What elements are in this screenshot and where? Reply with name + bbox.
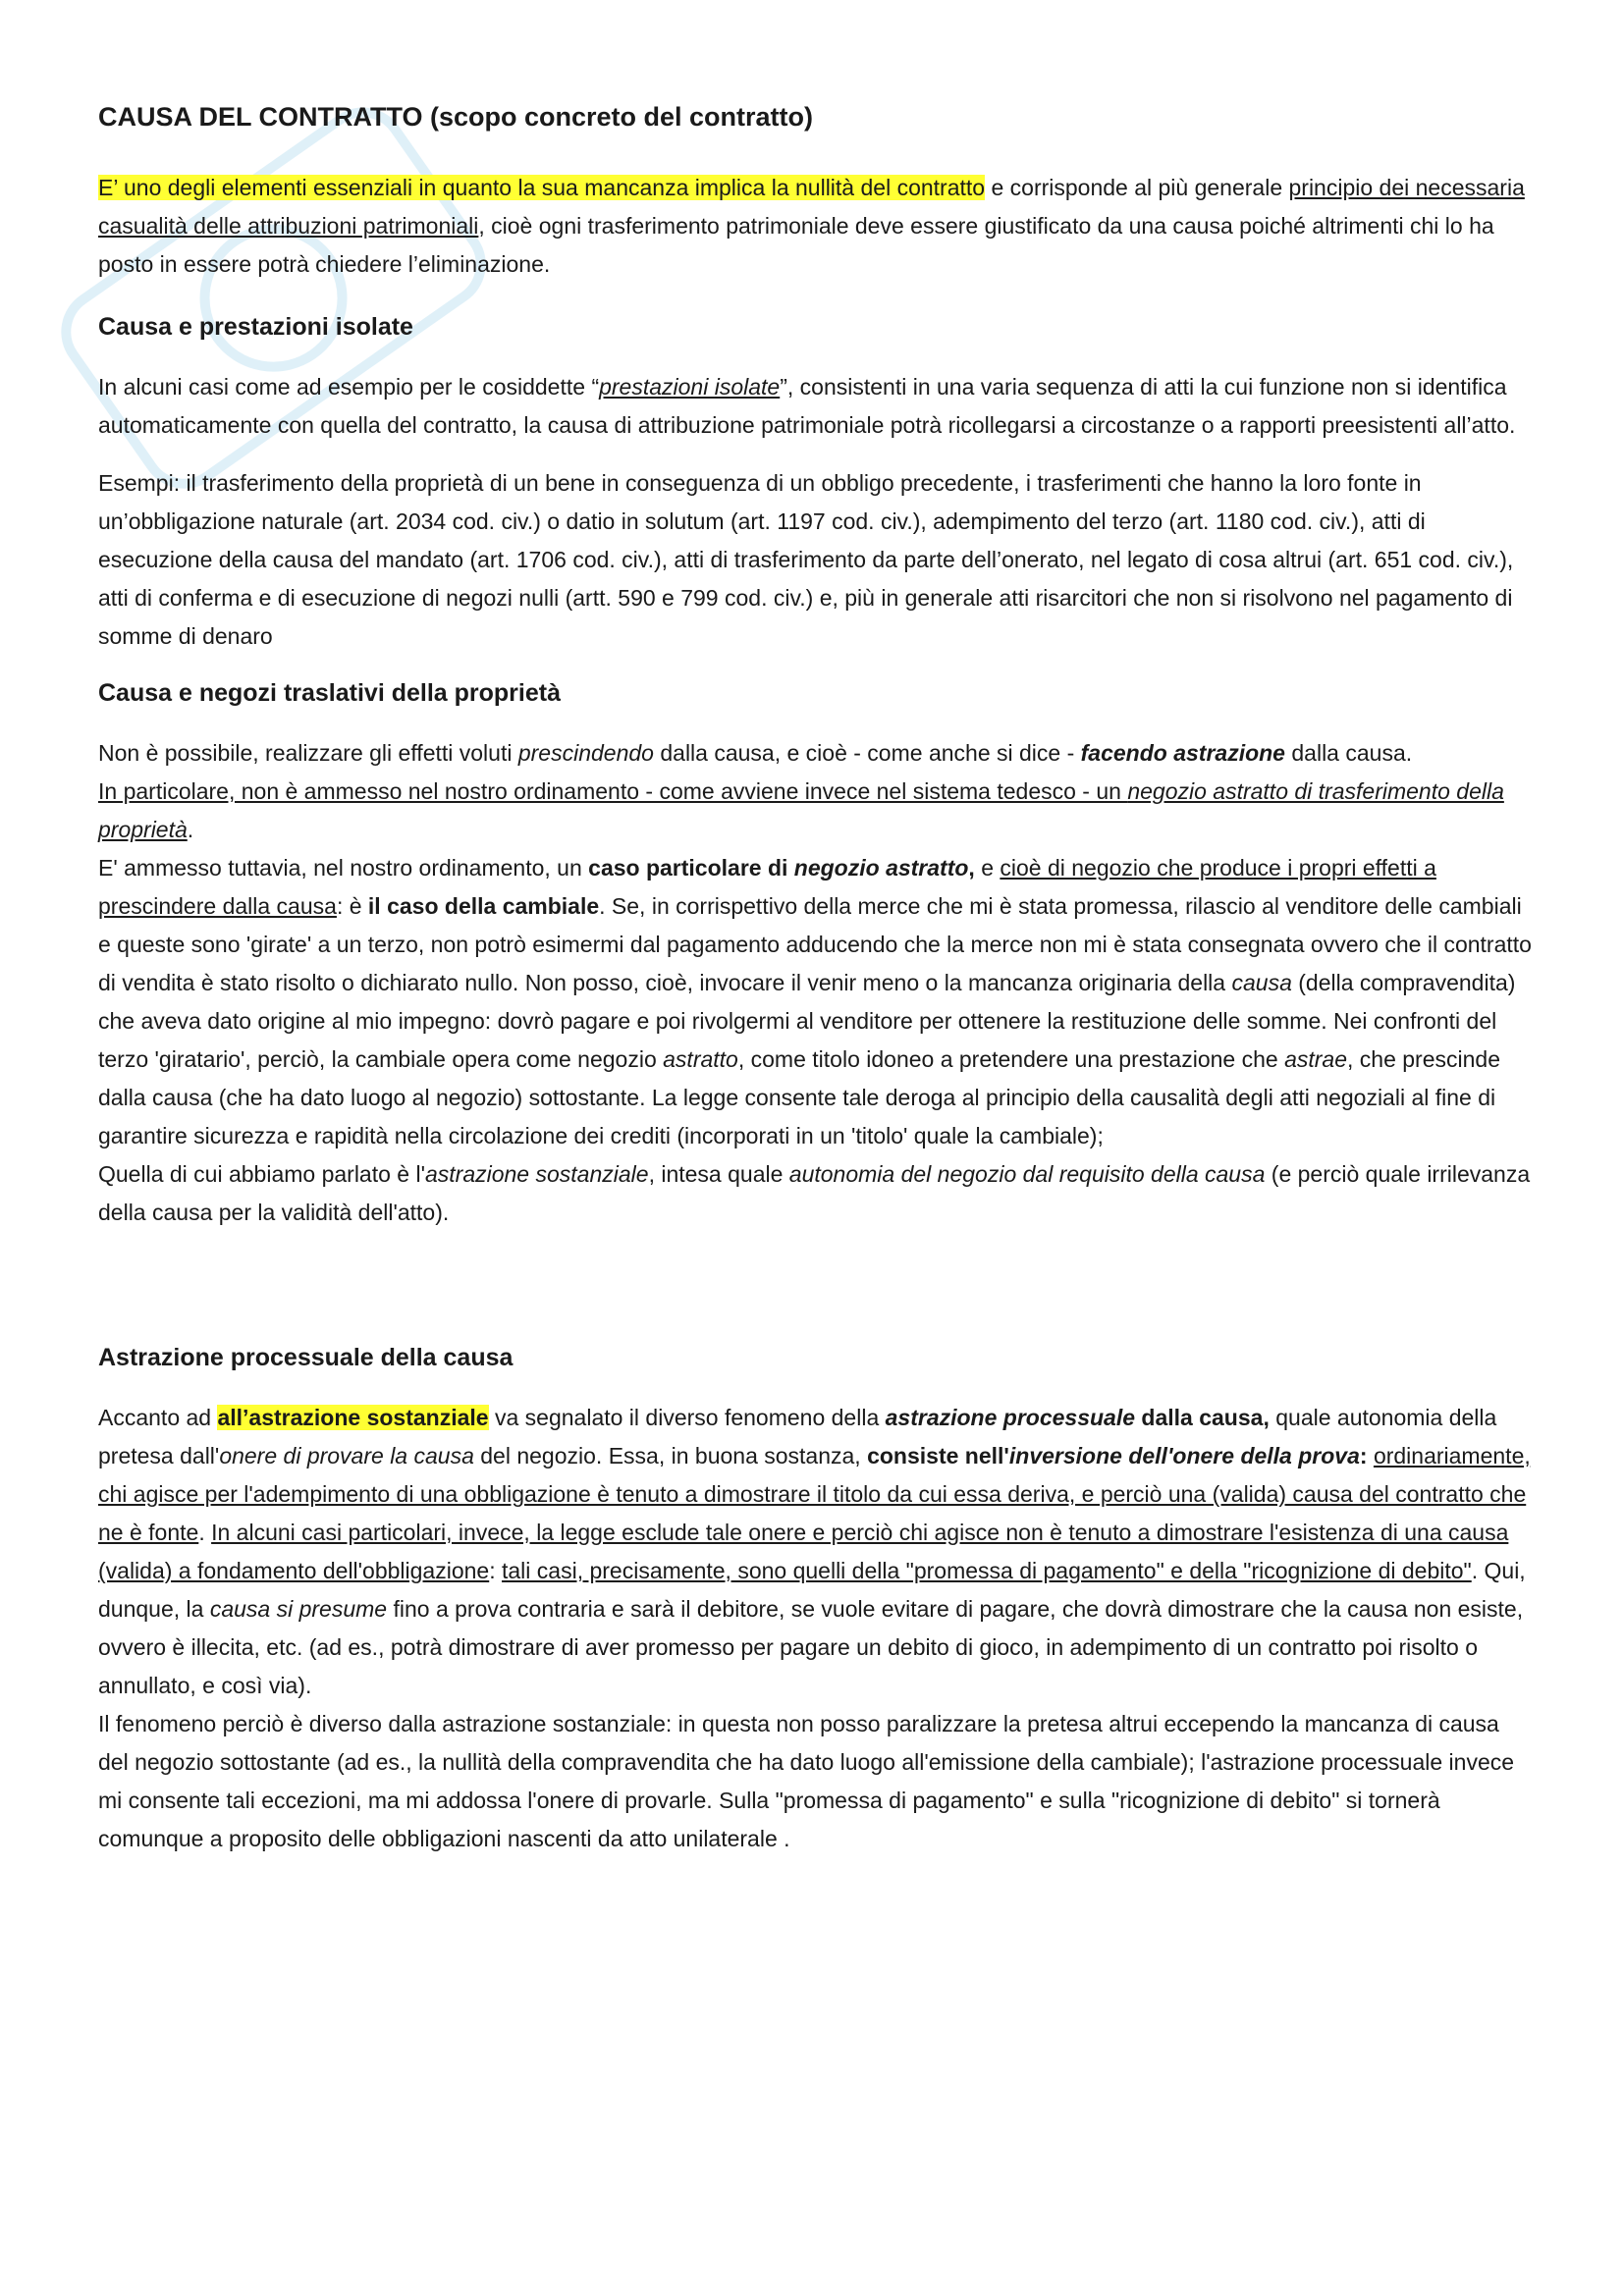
- section-heading: Astrazione processuale della causa: [98, 1344, 514, 1371]
- page-title: CAUSA DEL CONTRATTO (scopo concreto del contratto): [98, 102, 814, 132]
- paragraph: Non è possibile, realizzare gli effetti voluti prescindendo dalla causa, e cioè - come anche si dice - facendo astrazione dalla causa.: [98, 740, 1413, 766]
- paragraph: Quella di cui abbiamo parlato è l'astrazione sostanziale, intesa quale autonomia del negozio dal requisito della causa (e perciò quale irrilevanza della causa per la validità dell'atto).: [98, 1161, 1531, 1225]
- paragraph: In particolare, non è ammesso nel nostro ordinamento - come avviene invece nel sistema tedesco - un negozio astratto di trasferimento della proprietà.: [98, 778, 1504, 842]
- section-heading: Causa e negozi traslativi della proprietà: [98, 679, 561, 707]
- highlighted-text: all’astrazione sostanziale: [217, 1405, 489, 1430]
- intro-paragraph: E’ uno degli elementi essenziali in quanto la sua mancanza implica la nullità del contratto e corrisponde al più generale principio dei necessaria casualità delle attribuzioni patrimoniali, cioè ogni trasferimento patrimoniale deve essere giustificato da una causa poiché altrimenti chi lo ha posto in essere potrà chiedere l’eliminazione.: [98, 175, 1525, 277]
- paragraph: Accanto ad all’astrazione sostanziale va segnalato il diverso fenomeno della astrazione processuale dalla causa, quale autonomia della pretesa dall'onere di provare la causa del negozio. Essa, in buona sostanza, consiste nell'inversione dell'onere della prova: ordinariamente, chi agisce per l'adempimento di una obbligazione è tenuto a dimostrare il titolo da cui essa deriva, e perciò una (valida) causa del contratto che ne è fonte. In alcuni casi particolari, invece, la legge esclude tale onere e perciò chi agisce non è tenuto a dimostrare l'esistenza di una causa (valida) a fondamento dell'obbligazione: tali casi, precisamente, sono quelli della "promessa di pagamento" e della "ricognizione di debito". Qui, dunque, la causa si presume fino a prova contraria e sarà il debitore, se vuole evitare di pagare, che dovrà dimostrare che la causa non esiste, ovvero è illecita, etc. (ad es., potrà dimostrare di aver promesso per pagare un debito di gioco, in adempimento di un contratto poi risolto o annullato, e così via).: [98, 1405, 1531, 1698]
- underlined-text: principio dei necessaria casualità delle attribuzioni patrimoniali: [98, 175, 1525, 239]
- paragraph: Esempi: il trasferimento della proprietà di un bene in conseguenza di un obbligo precedente, i trasferimenti che hanno la loro fonte in un’obbligazione naturale (art. 2034 cod. civ.) o datio in solutum (art. 1197 cod. civ.), adempimento del terzo (art. 1180 cod. civ.), atti di esecuzione della causa del mandato (art. 1706 cod. civ.), atti di trasferimento da parte dell’onerato, nel legato di cosa altrui (art. 651 cod. civ.), atti di conferma e di esecuzione di negozi nulli (artt. 590 e 799 cod. civ.) e, più in generale atti risarcitori che non si risolvono nel pagamento di somme di denaro: [98, 470, 1514, 649]
- highlighted-text: E’ uno degli elementi essenziali in quanto la sua mancanza implica la nullità del contratto: [98, 175, 986, 200]
- document-page: [98, 98, 1532, 1878]
- paragraph: Il fenomeno perciò è diverso dalla astrazione sostanziale: in questa non posso paralizzare la pretesa altrui eccependo la mancanza di causa del negozio sottostante (ad es., la nullità della compravendita che ha dato luogo all'emissione della cambiale); l'astrazione processuale invece mi consente tali eccezioni, ma mi addossa l'onere di provarle. Sulla "promessa di pagamento" e sulla "ricognizione di debito" si tornerà comunque a proposito delle obbligazioni nascenti da atto unilaterale .: [98, 1711, 1515, 1851]
- section-heading: Causa e prestazioni isolate: [98, 313, 413, 341]
- paragraph: E' ammesso tuttavia, nel nostro ordinamento, un caso particolare di negozio astratto, e cioè di negozio che produce i propri effetti a prescindere dalla causa: è il caso della cambiale. Se, in corrispettivo della merce che mi è stata promessa, rilascio al venditore delle cambiali e queste sono 'girate' a un terzo, non potrò esimermi dal pagamento adducendo che la merce non mi è stata consegnata ovvero che il contratto di vendita è stato risolto o dichiarato nullo. Non posso, cioè, invocare il venir meno o la mancanza originaria della causa (della compravendita) che aveva dato origine al mio impegno: dovrò pagare e poi rivolgermi al venditore per ottenere la restituzione delle somme. Nei confronti del terzo 'giratario', perciò, la cambiale opera come negozio astratto, come titolo idoneo a pretendere una prestazione che astrae, che prescinde dalla causa (che ha dato luogo al negozio) sottostante. La legge consente tale deroga al principio della causalità degli atti negoziali al fine di garantire sicurezza e rapidità nella circolazione dei crediti (incorporati in un 'titolo' quale la cambiale);: [98, 855, 1532, 1148]
- paragraph: In alcuni casi come ad esempio per le cosiddette “prestazioni isolate”, consistenti in una varia sequenza di atti la cui funzione non si identifica automaticamente con quella del contratto, la causa di attribuzione patrimoniale potrà ricollegarsi a circostanze o a rapporti preesistenti all’atto.: [98, 374, 1516, 438]
